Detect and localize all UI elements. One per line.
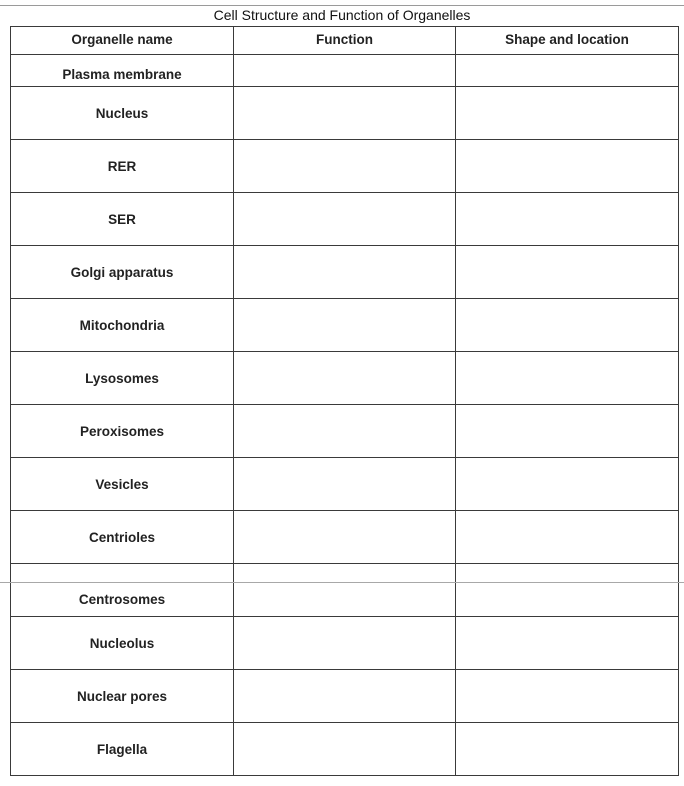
organelle-name-cell: Peroxisomes: [11, 405, 234, 458]
table-row: [11, 564, 679, 617]
shape-location-cell[interactable]: [456, 511, 679, 564]
shape-location-cell[interactable]: [456, 193, 679, 246]
table-row: [11, 193, 679, 246]
function-cell[interactable]: [234, 405, 456, 458]
function-cell[interactable]: [234, 723, 456, 776]
table-row: [11, 140, 679, 193]
function-cell[interactable]: [234, 564, 456, 617]
table-row: [11, 246, 679, 299]
organelle-name-cell: Nuclear pores: [11, 670, 234, 723]
shape-location-cell[interactable]: [456, 299, 679, 352]
table-row: [11, 352, 679, 405]
shape-location-cell[interactable]: [456, 352, 679, 405]
function-cell[interactable]: [234, 140, 456, 193]
function-cell[interactable]: [234, 617, 456, 670]
shape-location-cell[interactable]: [456, 87, 679, 140]
function-cell[interactable]: [234, 55, 456, 87]
shape-location-cell[interactable]: [456, 458, 679, 511]
shape-location-cell[interactable]: [456, 723, 679, 776]
header-function: Function: [234, 27, 456, 55]
table-row: [11, 617, 679, 670]
table-row: [11, 299, 679, 352]
table-row: [11, 87, 679, 140]
table-row: [11, 458, 679, 511]
table-row: [11, 723, 679, 776]
shape-location-cell[interactable]: [456, 246, 679, 299]
function-cell[interactable]: [234, 246, 456, 299]
organelle-name-cell: SER: [11, 193, 234, 246]
header-organelle-name: Organelle name: [11, 27, 234, 55]
function-cell[interactable]: [234, 511, 456, 564]
organelle-name-cell: Golgi apparatus: [11, 246, 234, 299]
shape-location-cell[interactable]: [456, 405, 679, 458]
function-cell[interactable]: [234, 193, 456, 246]
organelle-name-cell: RER: [11, 140, 234, 193]
document-title: Cell Structure and Function of Organelles: [213, 7, 471, 23]
shape-location-cell[interactable]: [456, 617, 679, 670]
shape-location-cell[interactable]: [456, 140, 679, 193]
organelle-name-cell: Centrioles: [11, 511, 234, 564]
header-row: [11, 27, 679, 55]
organelle-name-cell: Flagella: [11, 723, 234, 776]
page-break-line: [0, 582, 684, 583]
organelle-name-cell: Lysosomes: [11, 352, 234, 405]
organelle-table: [10, 26, 679, 776]
header-shape-location: Shape and location: [456, 27, 679, 55]
organelle-name-cell: Centrosomes: [11, 564, 234, 617]
function-cell[interactable]: [234, 670, 456, 723]
shape-location-cell[interactable]: [456, 564, 679, 617]
organelle-name-cell: Plasma membrane: [11, 55, 234, 87]
function-cell[interactable]: [234, 299, 456, 352]
table-row: [11, 55, 679, 87]
organelle-name-cell: Nucleus: [11, 87, 234, 140]
shape-location-cell[interactable]: [456, 670, 679, 723]
organelle-name-cell: Mitochondria: [11, 299, 234, 352]
table-row: [11, 670, 679, 723]
function-cell[interactable]: [234, 352, 456, 405]
function-cell[interactable]: [234, 458, 456, 511]
organelle-name-cell: Nucleolus: [11, 617, 234, 670]
organelle-name-cell: Vesicles: [11, 458, 234, 511]
shape-location-cell[interactable]: [456, 55, 679, 87]
table-row: [11, 405, 679, 458]
function-cell[interactable]: [234, 87, 456, 140]
table-row: [11, 511, 679, 564]
